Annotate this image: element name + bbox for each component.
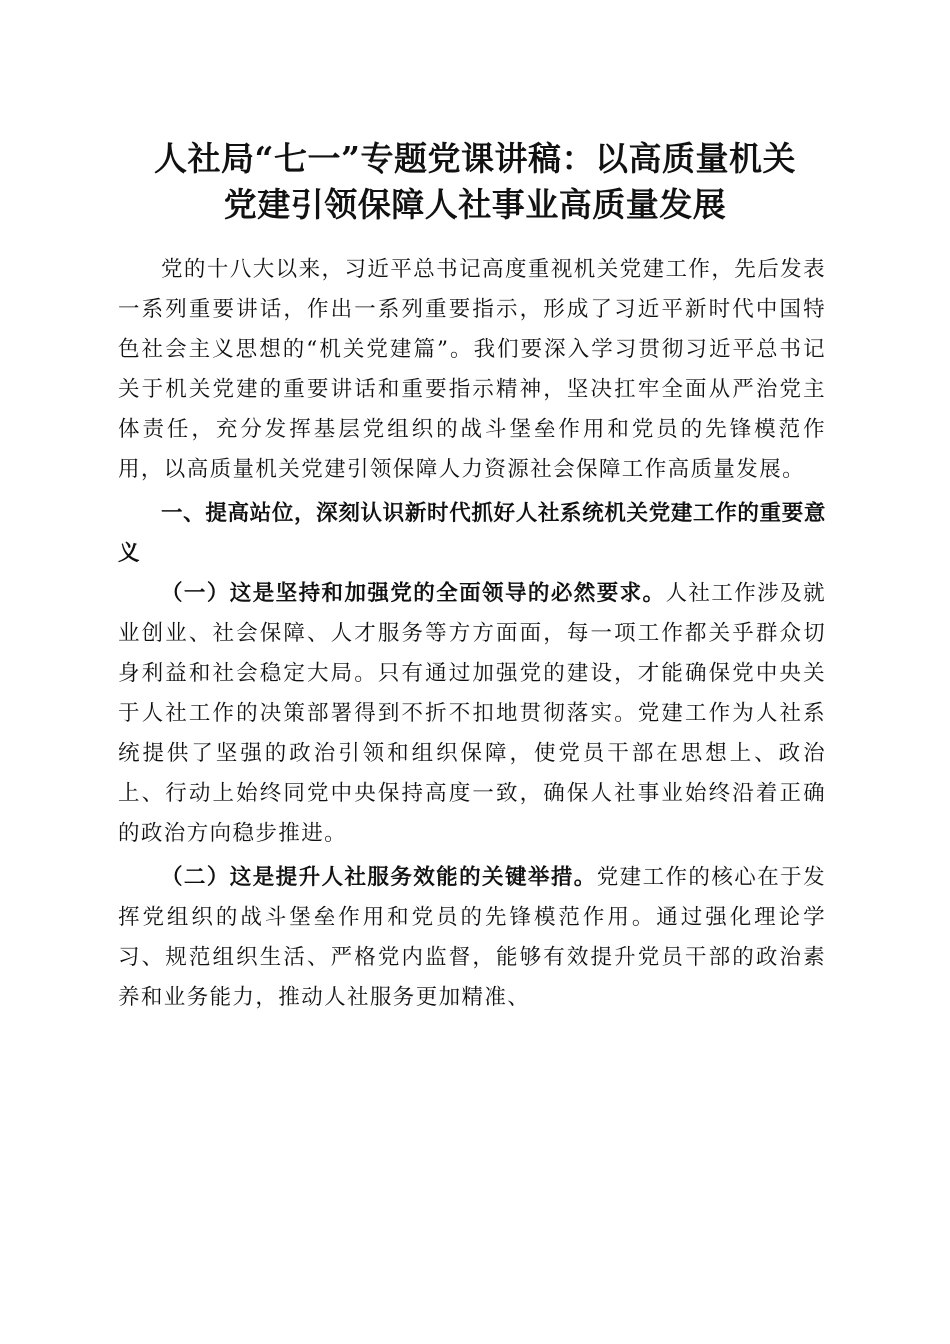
intro-paragraph: 党的十八大以来，习近平总书记高度重视机关党建工作，先后发表一系列重要讲话，作出一系列重要指示，形成了习近平新时代中国特色社会主义思想的“机关党建篇”。我们要深入学习贯彻习近平总书记关于机关党建的重要讲话和重要指示精神，坚决扛牢全面从严治党主体责任，充分发挥基层党组织的战斗堡垒作用和党员的先锋模范作用，以高质量机关党建引领保障人力资源社会保障工作高质量发展。 bbox=[118, 257, 826, 482]
title-line-1: 人社局“七一”专题党课讲稿：以高质量机关 bbox=[154, 139, 796, 178]
subsection-text-1: 人社工作涉及就业创业、社会保障、人才服务等方方面面，每一项工作都关乎群众切身利益和社会稳定大局。只有通过加强党的建设，才能确保党中央关于人社工作的决策部署得到不折不扣地贯彻落实。党建工作为人社系统提供了坚强的政治引领和组织保障，使党员干部在思想上、政治上、行动上始终同党中央保持高度一致，确保人社事业始终沿着正确的政治方向稳步推进。 bbox=[118, 581, 826, 846]
subsection-lead-2: （二）这是提升人社服务效能的关键举措。 bbox=[161, 865, 597, 890]
subsection-lead-1: （一）这是坚持和加强党的全面领导的必然要求。 bbox=[161, 581, 666, 606]
document-body bbox=[118, 250, 826, 1018]
subsection-paragraph-2 bbox=[118, 858, 826, 1018]
section-heading-1: 一、提高站位，深刻认识新时代抓好人社系统机关党建工作的重要意义 bbox=[118, 501, 826, 566]
subsection-paragraph-1 bbox=[118, 574, 826, 854]
title-line-2: 党建引领保障人社事业高质量发展 bbox=[223, 185, 727, 224]
subsection-text-2: 党建工作的核心在于发挥党组织的战斗堡垒作用和党员的先锋模范作用。通过强化理论学习、规范组织生活、严格党内监督，能够有效提升党员干部的政治素养和业务能力，推动人社服务更加精准、 bbox=[118, 865, 826, 1010]
document-title bbox=[115, 136, 835, 228]
